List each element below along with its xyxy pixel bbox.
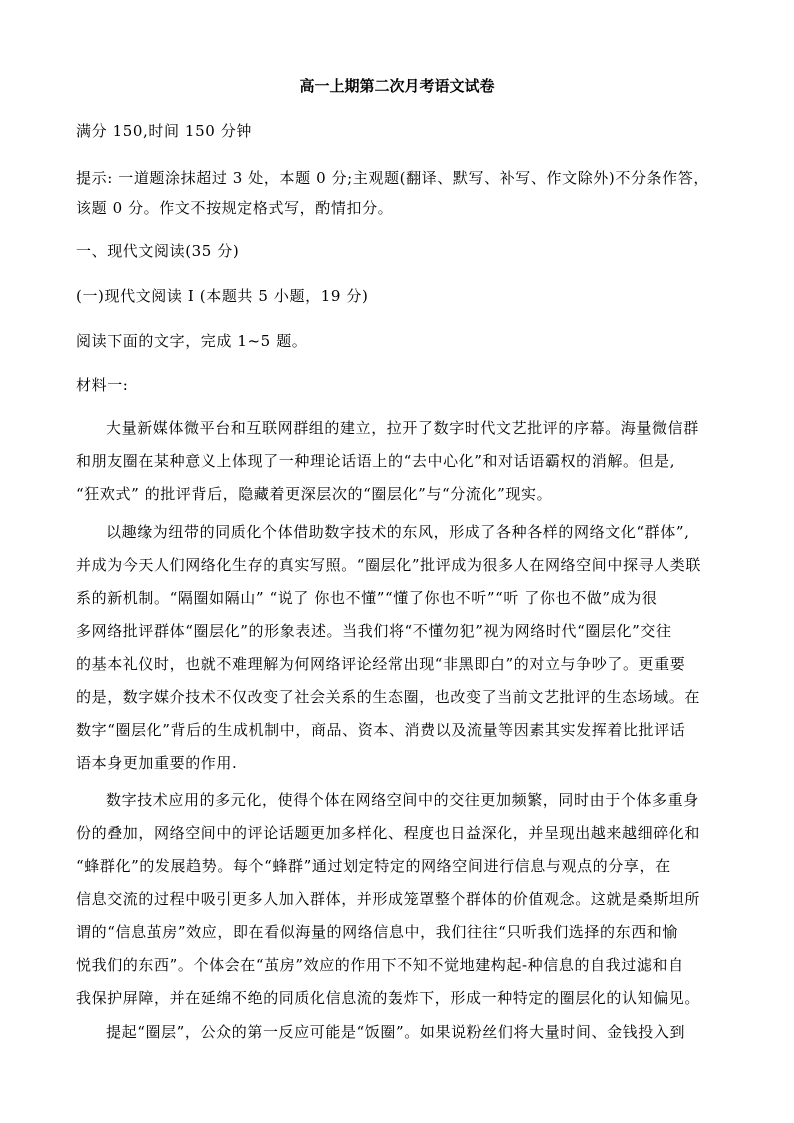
passage-line: 的基本礼仪时，也就不难理解为何网络评论经常出现“非黑即白”的对立与争吵了。更重要 [76, 655, 686, 673]
passage-paragraph-4 [76, 1016, 718, 1049]
notice-line-1: 提示: 一道题涂抹超过 3 处，本题 0 分;主观题(翻译、默写、补写、作文除外)不分条作答， [76, 169, 709, 187]
passage-line: 并成为今天人们网络化生存的真实写照。“圈层化”批评成为很多人在网络空间中探寻人类联 [76, 556, 701, 574]
passage-line: 多网络批评群体“圈层化”的形象表述。当我们将“不懂勿犯”视为网络时代“圈层化”交往 [76, 622, 672, 640]
passage-line: 和朋友圈在某种意义上体现了一种理论话语上的“去中心化”和对话语霸权的消解。但是, [76, 452, 676, 470]
notice-line-2: 该题 0 分。作文不按规定格式写，酌情扣分。 [76, 199, 394, 217]
section-heading: 一、现代文阅读(35 分) [76, 242, 240, 260]
passage-line: 以趣缘为纽带的同质化个体借助数字技术的东风，形成了各种各样的网络文化“群体”, [106, 523, 690, 541]
passage-line: 语本身更加重要的作用. [76, 754, 238, 772]
passage-line: 份的叠加，网络空间中的评论话题更加多样化、程度也日益深化，并呈现出越来越细碎化和 [76, 824, 701, 842]
passage-line: 信息交流的过程中吸引更多人加入群体，并形成笼罩整个群体的价值观念。这就是桑斯坦所 [76, 890, 701, 908]
passage-line: “狂欢式” 的批评背后，隐藏着更深层次的“圈层化”与“分流化”现实。 [76, 485, 553, 503]
passage-paragraph-2 [76, 516, 718, 780]
passage-line: 大量新媒体微平台和互联网群组的建立，拉开了数字时代文艺批评的序幕。海量微信群 [106, 419, 699, 437]
passage-line: 的是，数字媒介技术不仅改变了社会关系的生态圈，也改变了当前文艺批评的生态场域。在 [76, 688, 701, 706]
passage-line: 提起“圈层”，公众的第一反应可能是“饭圈”。如果说粉丝们将大量时间、金钱投入到 [106, 1023, 686, 1041]
subsection-heading: (一)现代文阅读 I (本题共 5 小题，19 分) [76, 287, 369, 305]
material-label: 材料一: [76, 376, 129, 394]
reading-instruction: 阅读下面的文字，完成 1~5 题。 [76, 332, 308, 350]
passage-line: 数字技术应用的多元化，使得个体在网络空间中的交往更加频繁，同时由于个体多重身 [106, 791, 699, 809]
passage-line: “蜂群化”的发展趋势。每个“蜂群”通过划定特定的网络空间进行信息与观点的分享，在 [76, 857, 671, 875]
score-time-info: 满分 150,时间 150 分钟 [76, 122, 252, 140]
passage-line: 谓的“信息茧房”效应，即在看似海量的网络信息中，我们往往“只听我们选择的东西和愉 [76, 923, 679, 941]
passage-line: 我保护屏障，并在延绵不绝的同质化信息流的轰炸下，形成一种特定的圈层化的认知偏见。 [76, 989, 701, 1007]
passage-paragraph-3 [76, 784, 718, 1015]
passage-paragraph-1 [76, 412, 718, 511]
passage-line: 数字“圈层化”背后的生成机制中，商品、资本、消费以及流量等因素其实发挥着比批评话 [76, 721, 686, 739]
exam-title: 高一上期第二次月考语文试卷 [299, 77, 495, 95]
passage-line: 悦我们的东西”。个体会在“茧房”效应的作用下不知不觉地建构起-种信息的自我过滤和自 [76, 956, 684, 974]
passage-line: 系的新机制。“隔圈如隔山” “说了 你也不懂”“懂了你也不听”“听 了你也不做”成为很 [76, 589, 658, 607]
